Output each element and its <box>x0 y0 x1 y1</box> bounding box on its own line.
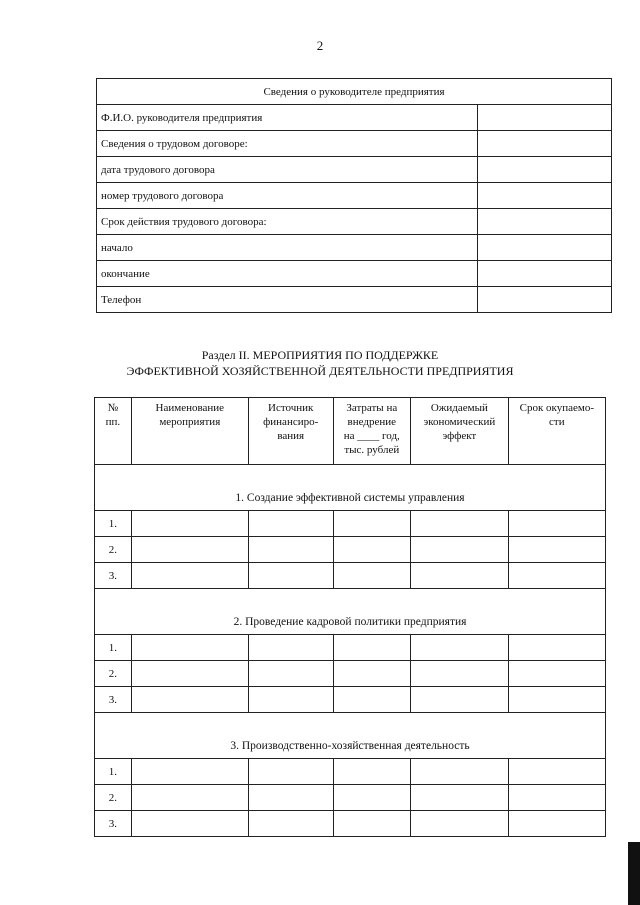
empty-cell[interactable] <box>131 511 248 537</box>
header-payback: Срок окупаемо- сти <box>508 398 605 465</box>
empty-cell[interactable] <box>131 759 248 785</box>
empty-cell[interactable] <box>411 511 509 537</box>
empty-cell[interactable] <box>411 661 509 687</box>
header-effect: Ожидаемый экономический эффект <box>411 398 509 465</box>
group-title: 1. Создание эффективной системы управления <box>95 465 606 511</box>
empty-cell[interactable] <box>248 811 333 837</box>
row-label: номер трудового договора <box>97 183 478 209</box>
row-label: дата трудового договора <box>97 157 478 183</box>
empty-cell[interactable] <box>411 687 509 713</box>
value-cell[interactable] <box>477 131 611 157</box>
row-number: 1. <box>95 511 132 537</box>
empty-cell[interactable] <box>508 563 605 589</box>
empty-cell[interactable] <box>508 537 605 563</box>
table-row <box>97 261 612 287</box>
empty-cell[interactable] <box>411 563 509 589</box>
empty-cell[interactable] <box>131 811 248 837</box>
empty-cell[interactable] <box>508 785 605 811</box>
empty-cell[interactable] <box>411 635 509 661</box>
empty-cell[interactable] <box>333 759 411 785</box>
empty-cell[interactable] <box>333 785 411 811</box>
row-label: начало <box>97 235 478 261</box>
value-cell[interactable] <box>477 287 611 313</box>
value-cell[interactable] <box>477 105 611 131</box>
row-label: окончание <box>97 261 478 287</box>
group-title: 3. Производственно-хозяйственная деятельность <box>95 713 606 759</box>
table-row <box>95 687 606 713</box>
empty-cell[interactable] <box>333 635 411 661</box>
empty-cell[interactable] <box>411 785 509 811</box>
row-label: Ф.И.О. руководителя предприятия <box>97 105 478 131</box>
empty-cell[interactable] <box>248 511 333 537</box>
manager-table-title: Сведения о руководителе предприятия <box>97 79 612 105</box>
table-row <box>95 785 606 811</box>
table-row <box>97 131 612 157</box>
row-number: 1. <box>95 635 132 661</box>
table-row <box>95 635 606 661</box>
value-cell[interactable] <box>477 183 611 209</box>
empty-cell[interactable] <box>248 687 333 713</box>
page-number: 2 <box>316 38 324 53</box>
table-row <box>95 537 606 563</box>
empty-cell[interactable] <box>411 811 509 837</box>
table-row <box>95 759 606 785</box>
row-number: 2. <box>95 537 132 563</box>
row-number: 3. <box>95 687 132 713</box>
empty-cell[interactable] <box>248 563 333 589</box>
table-row <box>95 661 606 687</box>
empty-cell[interactable] <box>508 511 605 537</box>
empty-cell[interactable] <box>131 785 248 811</box>
empty-cell[interactable] <box>131 661 248 687</box>
empty-cell[interactable] <box>508 811 605 837</box>
empty-cell[interactable] <box>333 811 411 837</box>
empty-cell[interactable] <box>333 661 411 687</box>
empty-cell[interactable] <box>333 537 411 563</box>
row-number: 1. <box>95 759 132 785</box>
empty-cell[interactable] <box>333 511 411 537</box>
empty-cell[interactable] <box>248 661 333 687</box>
empty-cell[interactable] <box>248 537 333 563</box>
empty-cell[interactable] <box>333 563 411 589</box>
section-title-line2: ЭФФЕКТИВНОЙ ХОЗЯЙСТВЕННОЙ ДЕЯТЕЛЬНОСТИ ПРЕДПРИЯТИЯ <box>126 364 514 378</box>
table-row <box>97 235 612 261</box>
empty-cell[interactable] <box>248 759 333 785</box>
row-label: Срок действия трудового договора: <box>97 209 478 235</box>
table-row <box>97 157 612 183</box>
header-source: Источник финансиро- вания <box>248 398 333 465</box>
empty-cell[interactable] <box>508 635 605 661</box>
table-row <box>97 105 612 131</box>
empty-cell[interactable] <box>131 635 248 661</box>
empty-cell[interactable] <box>508 687 605 713</box>
value-cell[interactable] <box>477 235 611 261</box>
empty-cell[interactable] <box>411 759 509 785</box>
empty-cell[interactable] <box>508 661 605 687</box>
value-cell[interactable] <box>477 157 611 183</box>
empty-cell[interactable] <box>411 537 509 563</box>
value-cell[interactable] <box>477 261 611 287</box>
empty-cell[interactable] <box>508 759 605 785</box>
section-title-line1: Раздел II. МЕРОПРИЯТИЯ ПО ПОДДЕРЖКЕ <box>201 348 439 362</box>
empty-cell[interactable] <box>248 635 333 661</box>
header-row <box>95 398 606 465</box>
row-label: Сведения о трудовом договоре: <box>97 131 478 157</box>
table-row <box>97 183 612 209</box>
table-row <box>97 287 612 313</box>
row-number: 2. <box>95 785 132 811</box>
scan-edge-mark <box>628 842 640 905</box>
table-row <box>95 511 606 537</box>
value-cell[interactable] <box>477 209 611 235</box>
header-name: Наименование мероприятия <box>131 398 248 465</box>
header-num: № пп. <box>95 398 132 465</box>
row-number: 2. <box>95 661 132 687</box>
table-row <box>95 811 606 837</box>
empty-cell[interactable] <box>131 537 248 563</box>
row-label: Телефон <box>97 287 478 313</box>
empty-cell[interactable] <box>131 687 248 713</box>
header-costs: Затраты на внедрение на ____ год, тыс. рублей <box>333 398 411 465</box>
empty-cell[interactable] <box>131 563 248 589</box>
empty-cell[interactable] <box>248 785 333 811</box>
row-number: 3. <box>95 811 132 837</box>
empty-cell[interactable] <box>333 687 411 713</box>
row-number: 3. <box>95 563 132 589</box>
manager-info-table <box>96 78 612 313</box>
table-row <box>97 209 612 235</box>
measures-table <box>94 397 606 837</box>
table-row <box>95 563 606 589</box>
group-title: 2. Проведение кадровой политики предприятия <box>95 589 606 635</box>
